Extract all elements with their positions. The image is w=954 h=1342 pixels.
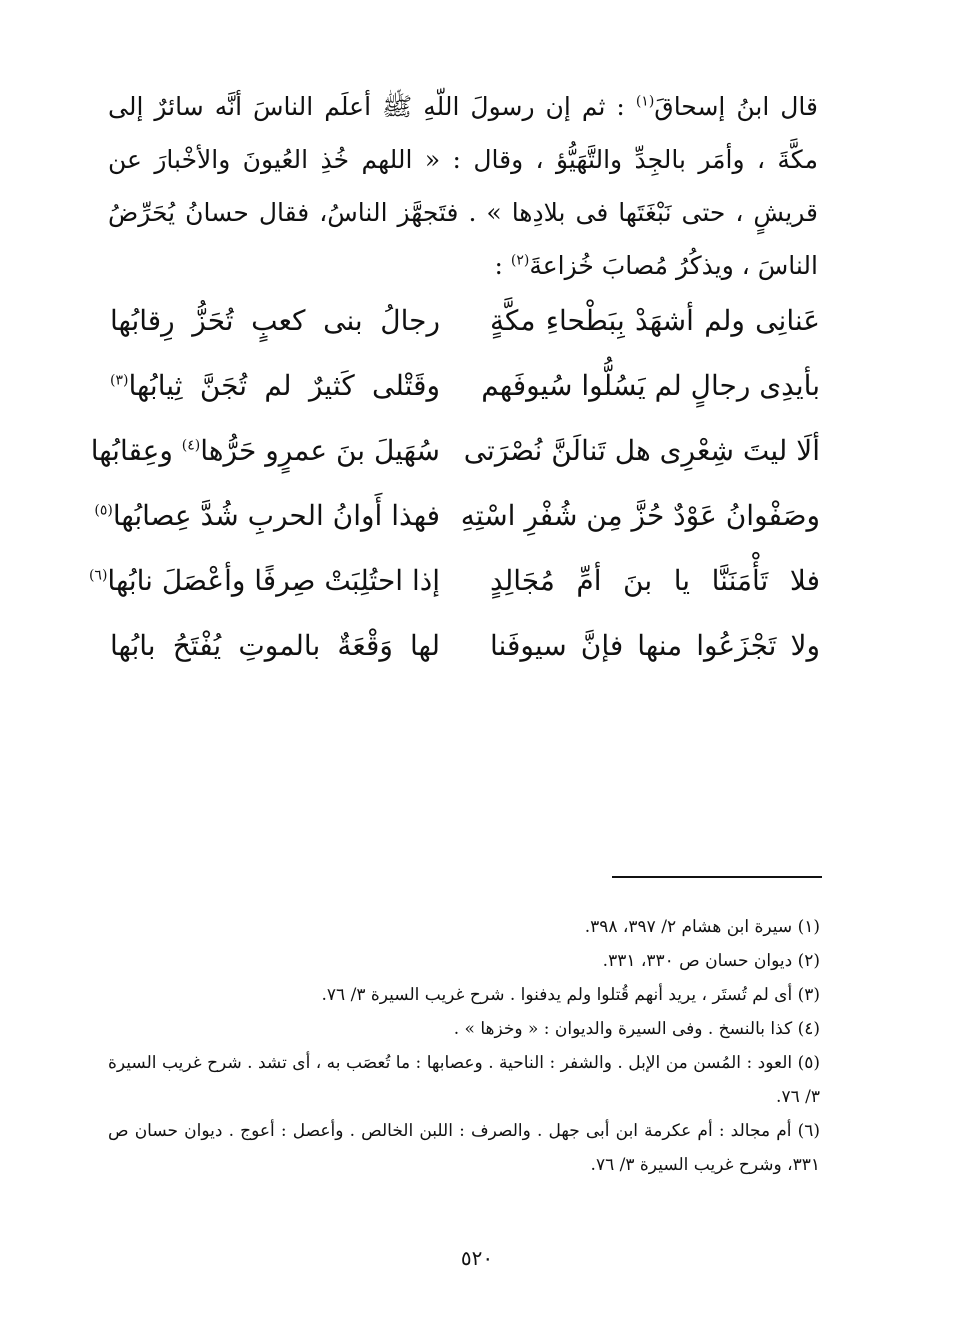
hemistich-text: لها وَقْعَةٌ بالموتِ يُفْتَحُ بابُها <box>110 629 440 662</box>
footnote: (٢) ديوان حسان ص ٣٣٠، ٣٣١. <box>602 951 820 971</box>
footnote: (٥) العود : المُسن من الإبل . والشفر : الناحية . وعصابها : ما تُعصَب به ، أى تشد . شرح غريب السيرة ٣/ ٧٦. <box>108 1053 820 1107</box>
verse-first-hemistich: ألَا ليتَ شِعْرِى هل تَنالَنَّ نُصْرَتى <box>463 434 820 467</box>
hemistich-text: إذا احتُلِبَتْ صِرفًا وأعْصَلَ نابُها <box>107 564 440 597</box>
verse-first-hemistich: ولا تَجْزَعُوا منها فإنَّ سيوفَنا <box>490 629 820 662</box>
verse-first-hemistich: عَنانِى ولم أشهَدْ بِبَطْحاءِ مكَّةٍ <box>490 304 820 337</box>
hemistich-text: سُهَيلَ بنَ عمرٍو حَرُّها <box>200 434 440 467</box>
poem <box>88 304 820 694</box>
verse <box>88 564 820 629</box>
prose-text <box>108 80 818 292</box>
hemistich-text: رجالُ بنى كعبٍ تُحَزُّ رِقابُها <box>110 304 440 337</box>
verse <box>110 629 820 694</box>
prose-part-3: : <box>494 251 511 280</box>
footnote-ref-1: (١) <box>635 93 655 110</box>
footnotes <box>108 910 820 1182</box>
footnote: (٣) أى لم تُستَر ، يريد أنهم قُتلوا ولم يدفنوا . شرح غريب السيرة ٣/ ٧٦. <box>321 985 820 1005</box>
verse-second-hemistich <box>90 434 440 467</box>
verse <box>110 304 820 369</box>
verse-first-hemistich: وصَفْوانُ عَوْدٌ حُزَّ مِن شُفْرِ اسْتِهِ <box>460 499 820 532</box>
prose-part-2: : ثم إن رسولَ اللّهِ ﷺ أعلَم الناسَ أنَّه سائرٌ إلى مكَّةَ ، وأمَر بالجِدِّ والتَّهَيُّؤ ، وقال : « اللهم خُذِ العُيونَ والأخْبارَ عن قريشٍ ، حتى نَبْغَتَها فى بلادِها » . فتَجهَّز الناسُ، فقال حسانُ يُحَرِّضُ الناسَ ، ويذكُرُ مُصابَ خُزاعةَ <box>108 92 818 280</box>
footnote-ref-6: (٦) <box>88 567 108 584</box>
hemistich-text: وقَتْلى كَثيرٌ لم تُجَنَّ ثِيابُها <box>128 369 440 402</box>
verse-first-hemistich: فلا تَأْمَنَنَّا يا بنَ أمِّ مُجَالِدٍ <box>490 564 820 597</box>
verse-second-hemistich <box>88 564 440 597</box>
hemistich-text: فهذا أَوانُ الحربِ شُدَّ عِصابُها <box>112 499 440 532</box>
verse <box>90 434 820 499</box>
verse-second-hemistich <box>110 369 440 402</box>
footnote: (٦) أم مجالد : أم عكرمة ابن أبى جهل . والصرف : اللبن الخالص . وأعصل : أعوج . ديوان حسان ص ٣٣١، وشرح غريب السيرة ٣/ ٧٦. <box>108 1121 820 1175</box>
footnote-ref-4: (٤) <box>181 437 201 454</box>
footnote-ref-2: (٢) <box>510 252 530 269</box>
page-number: ٥٢٠ <box>460 1246 494 1270</box>
footnote-separator <box>612 876 822 878</box>
footnote-ref-5: (٥) <box>94 502 113 519</box>
verse-second-hemistich <box>110 629 440 662</box>
footnote: (٤) كذا بالنسخ . وفى السيرة والديوان : « وخزها » . <box>453 1019 820 1039</box>
verse-first-hemistich: بأيدِى رجالٍ لم يَسُلُّوا سُيوفَهم <box>481 369 820 402</box>
prose-paragraph <box>108 80 818 292</box>
hemistich-tail: وعِقابُها <box>90 434 182 467</box>
verse-second-hemistich <box>110 304 440 337</box>
prose-part-1: قال ابنُ إسحاقَ <box>654 92 818 121</box>
footnote: (١) سيرة ابن هشام ٢/ ٣٩٧، ٣٩٨. <box>584 917 820 937</box>
verse <box>110 369 820 434</box>
footnote-ref-3: (٣) <box>110 372 129 389</box>
verse-second-hemistich <box>94 499 440 532</box>
verse <box>94 499 820 564</box>
